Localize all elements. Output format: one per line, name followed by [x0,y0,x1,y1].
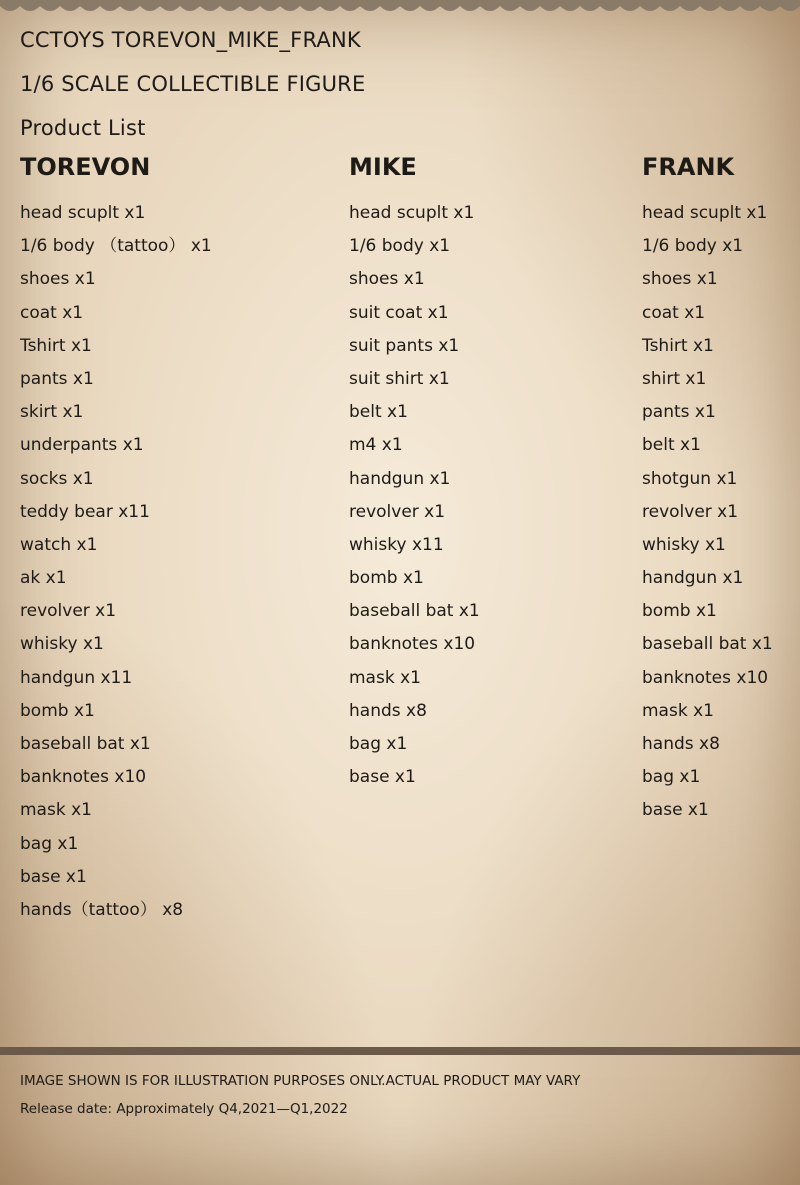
list-item: hands（tattoo） x8 [20,899,184,920]
list-item: shoes x1 [20,269,96,290]
column-mike [349,152,480,799]
list-item: underpants x1 [20,435,144,456]
list-item: revolver x1 [642,501,739,522]
item-list [349,202,480,799]
list-item: baseball bat x1 [349,601,480,622]
list-item: bomb x1 [349,568,424,589]
list-item: head scuplt x1 [642,203,768,223]
list-item: watch x1 [20,534,98,555]
list-item: Tshirt x1 [20,335,92,356]
list-item: banknotes x10 [642,667,769,688]
list-item: handgun x1 [642,568,744,589]
item-list [20,202,212,932]
disclaimer-text: IMAGE SHOWN IS FOR ILLUSTRATION PURPOSES ONLY.ACTUAL PRODUCT MAY VARY [20,1073,581,1089]
column-frank [642,152,773,833]
list-item: shotgun x1 [642,468,738,489]
column-title: FRANK [642,153,735,181]
list-item: whisky x1 [642,534,726,555]
list-item: hands x8 [642,734,720,754]
list-item: bag x1 [349,734,408,754]
list-item: revolver x1 [20,601,117,622]
list-item: whisky x1 [20,634,104,655]
list-item: mask x1 [20,800,92,821]
scale-subtitle: 1/6 SCALE COLLECTIBLE FIGURE [20,72,366,96]
list-item: belt x1 [642,435,701,456]
list-item: ak x1 [20,568,67,589]
list-item: mask x1 [349,667,421,688]
list-item: 1/6 body （tattoo） x1 [20,236,212,257]
list-item: banknotes x10 [349,634,476,655]
column-title: MIKE [349,153,417,181]
list-item: revolver x1 [349,501,446,522]
list-item: banknotes x10 [20,767,147,788]
list-item: suit coat x1 [349,302,449,323]
column-title: TOREVON [20,153,151,181]
release-date-text: Release date: Approximately Q4,2021—Q1,2022 [20,1101,348,1117]
list-item: teddy bear x11 [20,501,150,522]
list-item: bag x1 [642,767,701,788]
list-item: skirt x1 [20,402,84,423]
list-item: bomb x1 [20,700,95,721]
list-item: whisky x11 [349,534,444,555]
list-item: suit pants x1 [349,335,460,356]
list-item: m4 x1 [349,435,403,456]
list-item: shoes x1 [349,269,425,290]
list-item: shirt x1 [642,368,707,389]
list-item: baseball bat x1 [20,734,151,754]
list-item: coat x1 [642,302,706,323]
brand-title: CCTOYS TOREVON_MIKE_FRANK [20,28,361,52]
list-item: head scuplt x1 [349,203,475,223]
list-item: suit shirt x1 [349,368,450,389]
list-item: base x1 [642,800,709,821]
column-torevon [20,152,212,932]
list-item: baseball bat x1 [642,634,773,655]
list-item: base x1 [20,866,87,887]
list-item: handgun x11 [20,667,133,688]
list-item: mask x1 [642,700,714,721]
footer-divider [0,1047,800,1055]
list-item: handgun x1 [349,468,451,489]
product-list-heading: Product List [20,116,146,140]
list-item: 1/6 body x1 [349,236,451,257]
list-item: bomb x1 [642,601,717,622]
list-item: base x1 [349,767,416,788]
list-item: head scuplt x1 [20,203,146,223]
list-item: belt x1 [349,402,408,423]
list-item: hands x8 [349,700,427,721]
torn-top-edge [0,0,800,20]
list-item: pants x1 [20,368,94,389]
list-item: 1/6 body x1 [642,236,744,257]
list-item: Tshirt x1 [642,335,714,356]
list-item: pants x1 [642,402,716,423]
list-item: coat x1 [20,302,84,323]
list-item: shoes x1 [642,269,718,290]
list-item: bag x1 [20,833,79,854]
item-list [642,202,773,833]
list-item: socks x1 [20,468,94,489]
